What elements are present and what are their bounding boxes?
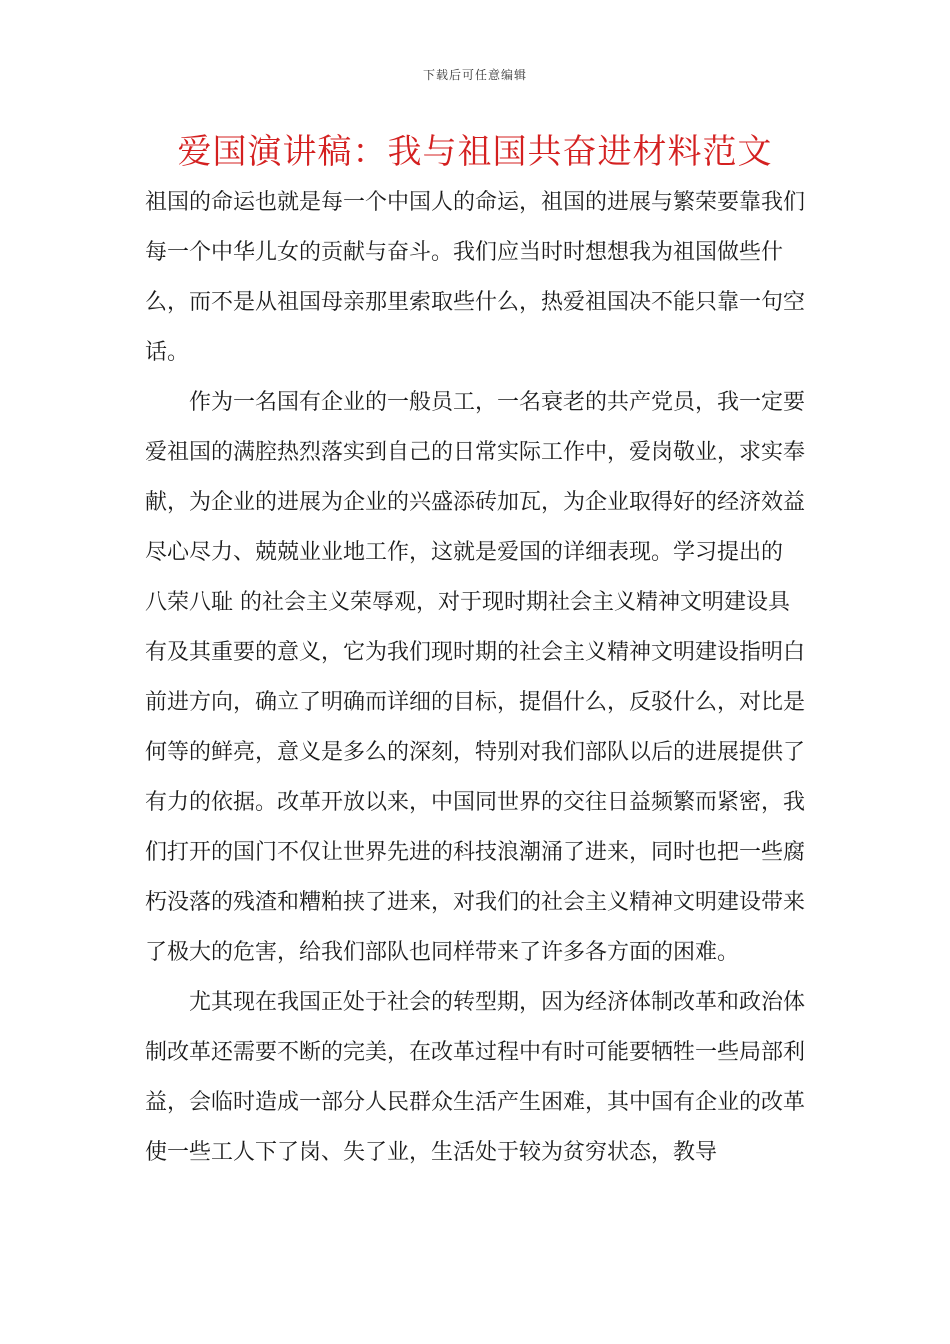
header-note: 下载后可任意编辑 [422, 68, 527, 82]
paragraph-1: 祖国的命运也就是每一个中国人的命运，祖国的进展与繁荣要靠我们每一个中华儿女的贡献与奋斗。我们应当时时想想我为祖国做些什么，而不是从祖国母亲那里索取些什么，热爱祖国决不能只靠一句空话。 [145, 190, 806, 365]
document-title: 爱国演讲稿：我与祖国共奋进材料范文 [177, 132, 773, 172]
document-body [145, 178, 807, 1178]
paragraph-2: 作为一名国有企业的一般员工，一名衰老的共产党员，我一定要爱祖国的满腔热烈落实到自己的日常实际工作中，爱岗敬业，求实奉献，为企业的进展为企业的兴盛添砖加瓦，为企业取得好的经济效益尽心尽力、兢兢业业地工作，这就是爱国的详细表现。学习提出的 八荣八耻 的社会主义荣辱观，对于现时期社会主义精神文明建设具有及其重要的意义，它为我们现时期的社会主义精神文明建设指明白前进方向，确立了明确而详细的目标，提倡什么，反驳什么，对比是何等的鲜亮，意义是多么的深刻，特别对我们部队以后的进展提供了有力的依据。改革开放以来，中国同世界的交往日益频繁而紧密，我们打开的国门不仅让世界先进的科技浪潮涌了进来，同时也把一些腐朽没落的残渣和糟粕挟了进来，对我们的社会主义精神文明建设带来了极大的危害，给我们部队也同样带来了许多各方面的困难。 [145, 390, 806, 965]
paragraph-3: 尤其现在我国正处于社会的转型期，因为经济体制改革和政治体制改革还需要不断的完美，在改革过程中有时可能要牺牲一些局部利益，会临时造成一部分人民群众生活产生困难，其中国有企业的改革使一些工人下了岗、失了业，生活处于较为贫穷状态，教导 [145, 990, 806, 1165]
